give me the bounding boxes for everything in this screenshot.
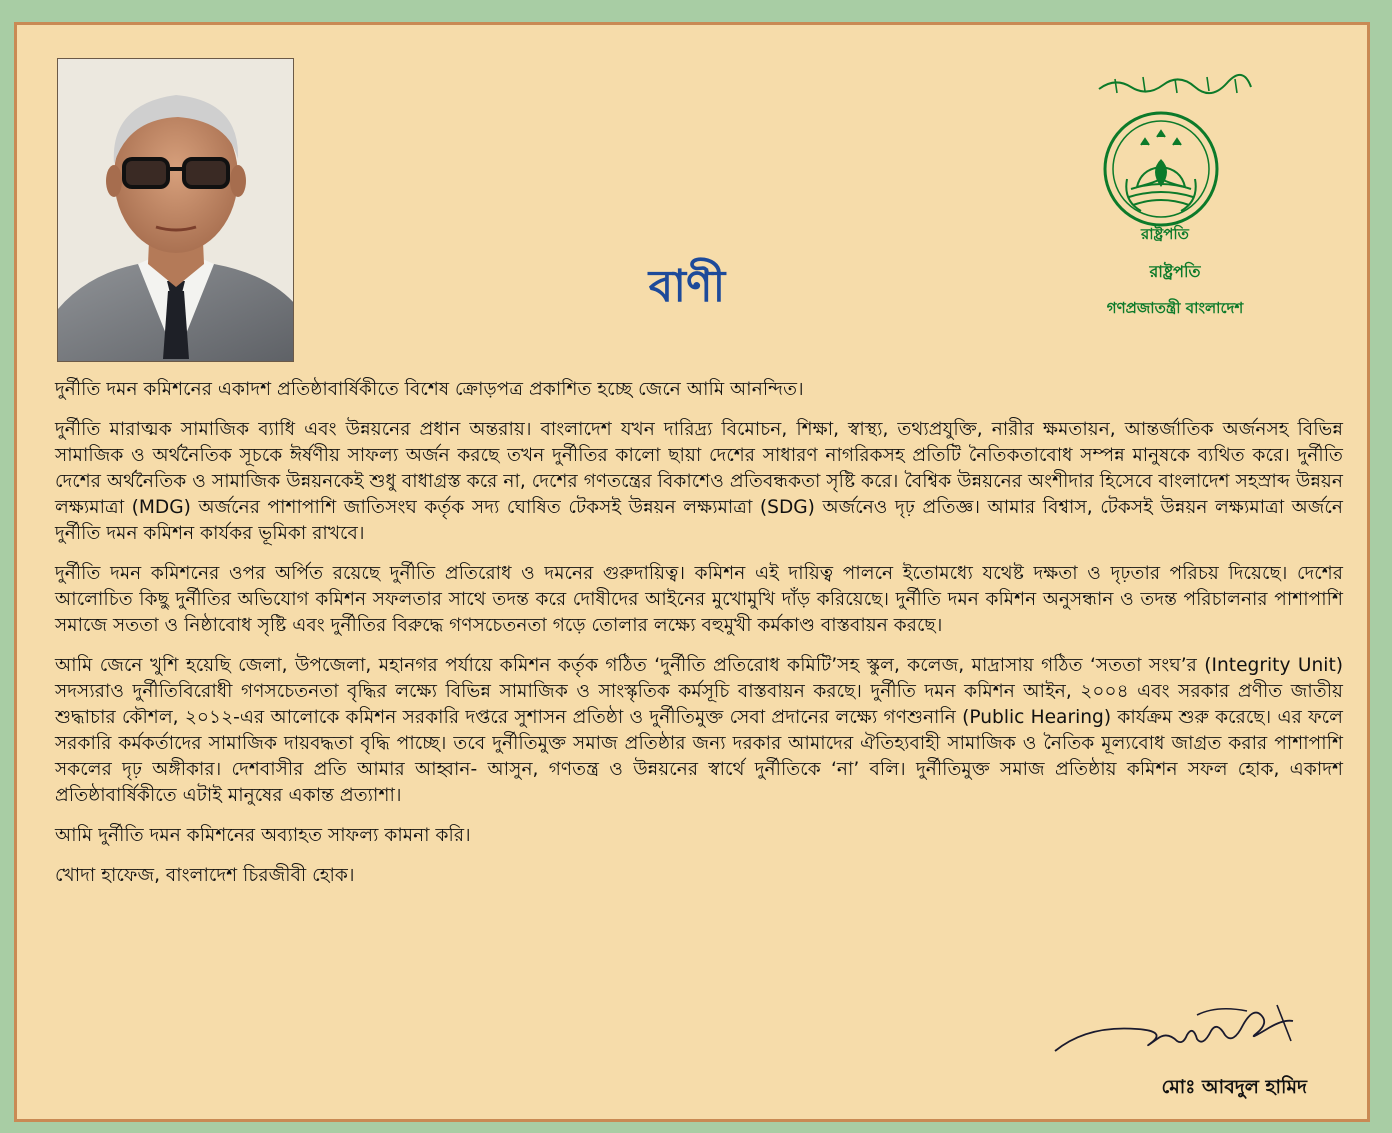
presidential-emblem-block: [1075, 73, 1335, 323]
message-body: [55, 377, 1343, 903]
paragraph: আমি জেনে খুশি হয়েছি জেলা, উপজেলা, মহানগর পর্যায়ে কমিশন কর্তৃক গঠিত ‘দুর্নীতি প্রতিরোধ কমিটি’সহ স্কুল, কলেজ, মাদ্রাসায় গঠিত ‘সততা সংঘ’র (Integrity Unit) সদস্যরাও দুর্নীতিবিরোধী গণসচেতনতা বৃদ্ধির লক্ষ্যে বিভিন্ন সামাজিক ও সাংস্কৃতিক কর্মসূচি বাস্তবায়ন করছে। দুর্নীতি দমন কমিশন আইন, ২০০৪ এবং সরকার প্রণীত জাতীয় শুদ্ধাচার কৌশল, ২০১২-এর আলোকে কমিশন সরকারি দপ্তরে সুশাসন প্রতিষ্ঠা ও দুর্নীতিমুক্ত সেবা প্রদানের লক্ষ্যে গণশুনানি (Public Hearing) কার্যক্রম শুরু করেছে। এর ফলে সরকারি কর্মকর্তাদের সামাজিক দায়বদ্ধতা বৃদ্ধি পাচ্ছে। তবে দুর্নীতিমুক্ত সমাজ প্রতিষ্ঠার জন্য দরকার আমাদের ঐতিহ্যবাহী সামাজিক ও নৈতিক মূল্যবোধ জাগ্রত করার পাশাপাশি সকলের দৃঢ় অঙ্গীকার। দেশবাসীর প্রতি আমার আহ্বান- আসুন, গণতন্ত্র ও উন্নয়নের স্বার্থে দুর্নীতিকে ‘না’ বলি। দুর্নীতিমুক্ত সমাজ প্রতিষ্ঠায় কমিশন সফল হোক, একাদশ প্রতিষ্ঠাবার্ষিকীতে এটাই মানুষের একান্ত প্রত্যাশা।: [55, 655, 1343, 806]
national-seal-icon: [1101, 109, 1221, 229]
paragraph: আমি দুর্নীতি দমন কমিশনের অব্যাহত সাফল্য কামনা করি।: [55, 825, 471, 846]
signatory-name: মোঃ আবদুল হামিদ: [1161, 1076, 1307, 1098]
bismillah-calligraphy-icon: [1095, 73, 1255, 97]
paragraph: দুর্নীতি মারাত্মক সামাজিক ব্যাধি এবং উন্নয়নের প্রধান অন্তরায়। বাংলাদেশ যখন দারিদ্র্য বিমোচন, শিক্ষা, স্বাস্থ্য, তথ্যপ্রযুক্তি, নারীর ক্ষমতায়ন, আন্তর্জাতিক অর্জনসহ বিভিন্ন সামাজিক ও অর্থনৈতিক সূচকে ঈর্ষণীয় সাফল্য অর্জন করছে তখন দুর্নীতির কালো ছায়া দেশের সাধারণ নাগরিকসহ প্রতিটি নৈতিকতাবোধ সম্পন্ন মানুষকে ব্যথিত করে। দুর্নীতি দেশের অর্থনৈতিক ও সামাজিক উন্নয়নকেই শুধু বাধাগ্রস্ত করে না, দেশের গণতন্ত্রের বিকাশেও প্রতিবন্ধকতা সৃষ্টি করে। বৈশ্বিক উন্নয়নের অংশীদার হিসেবে বাংলাদেশ সহস্রাব্দ উন্নয়ন লক্ষ্যমাত্রা (MDG) অর্জনের পাশাপাশি জাতিসংঘ কর্তৃক সদ্য ঘোষিত টেকসই উন্নয়ন লক্ষ্যমাত্রা (SDG) অর্জনেও দৃঢ় প্রতিজ্ঞ। আমার বিশ্বাস, টেকসই উন্নয়ন লক্ষ্যমাত্রা অর্জনে দুর্নীতি দমন কমিশন কার্যকর ভূমিকা রাখবে।: [55, 419, 1343, 544]
seal-caption: রাষ্ট্রপতি: [1141, 225, 1189, 243]
paragraph: দুর্নীতি দমন কমিশনের একাদশ প্রতিষ্ঠাবার্ষিকীতে বিশেষ ক্রোড়পত্র প্রকাশিত হচ্ছে জেনে আমি আনন্দিত।: [55, 379, 804, 400]
portrait-image: [58, 59, 294, 362]
office-title: রাষ্ট্রপতি: [1149, 262, 1201, 281]
message-heading: বাণী: [648, 261, 726, 312]
paragraph: দুর্নীতি দমন কমিশনের ওপর অর্পিত রয়েছে দুর্নীতি প্রতিরোধ ও দমনের গুরুদায়িত্ব। কমিশন এই দায়িত্ব পালনে ইতোমধ্যে যথেষ্ট দক্ষতা ও দৃঢ়তার পরিচয় দিয়েছে। দেশের আলোচিত কিছু দুর্নীতির অভিযোগ কমিশন সফলতার সাথে তদন্ত করে দোষীদের আইনের মুখোমুখি দাঁড় করিয়েছে। দুর্নীতি দমন কমিশন অনুসন্ধান ও তদন্ত পরিচালনার পাশাপাশি সমাজে সততা ও নিষ্ঠাবোধ সৃষ্টি এবং দুর্নীতির বিরুদ্ধে গণসচেতনতা গড়ে তোলার লক্ষ্যে বহুমুখী কর্মকাণ্ড বাস্তবায়ন করছে।: [55, 563, 1343, 636]
message-panel: [14, 22, 1370, 1122]
office-subtitle: গণপ্রজাতন্ত্রী বাংলাদেশ: [1106, 299, 1244, 317]
handwritten-signature: [1047, 985, 1327, 1065]
signature-block: [1047, 985, 1327, 1105]
paragraph: খোদা হাফেজ, বাংলাদেশ চিরজীবী হোক।: [55, 865, 355, 886]
president-portrait: [57, 58, 294, 362]
